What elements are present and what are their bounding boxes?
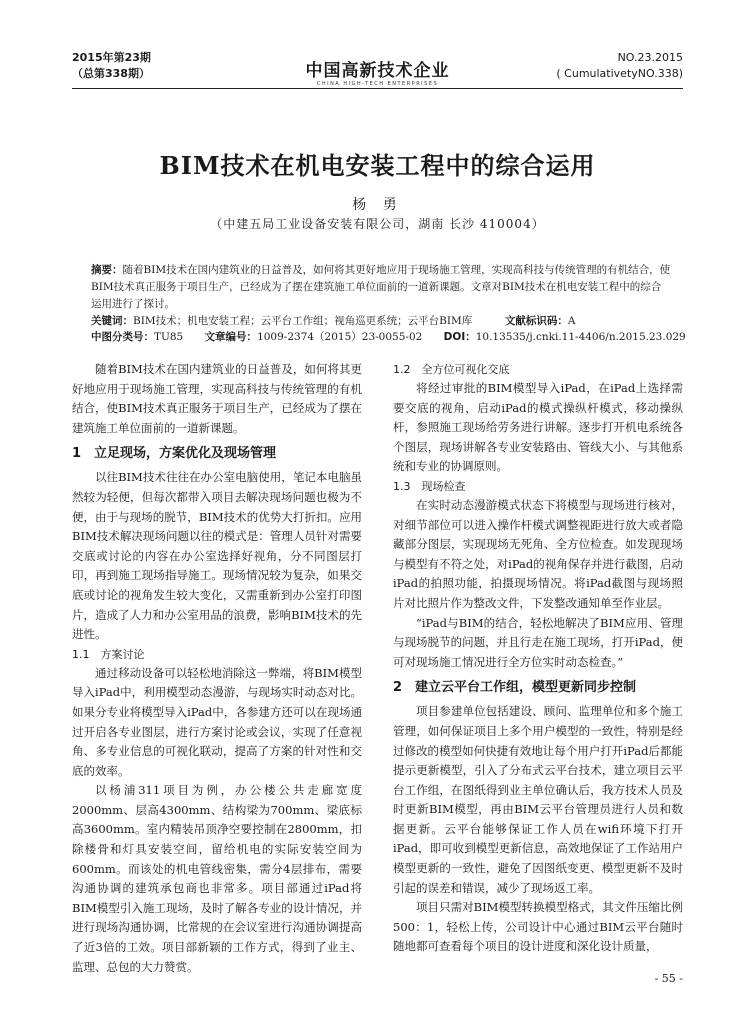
section-1-paragraph: 以往BIM技术往往在办公室电脑使用，笔记本电脑虽然较为轻便，但每次都带入项目去解决现场问题也极为不便，由于与现场的脱节，BIM技术的优势大打折扣。应用BIM技术解决现场问题以往的模式是：管理人员针对需要交底或讨论的内容在办公室选择好视角，分不同图层打印，再到施工现场指导施工。现场情况较为复杂，如果交底或讨论的视角发生较大变化，又需重新到办公室打印图片，造成了人力和办公室用品的浪费，影响BIM技术的先进性。 [72,470,362,642]
abstract-label: 摘要： [91,264,123,276]
section-1-1-paragraph-2: 以杨浦311项目为例，办公楼公共走廊宽度2000mm、层高4300mm、结构梁为700mm、梁底标高3600mm。室内精装吊顶净空要控制在2800mm，扣除楼骨和灯具安装空间，留给机电的实际安装空间为600mm。而该处的机电管线密集，需分4层排布，需要沟通协调的建筑承包商也非常多。项目部通过iPad将BIM模型引入施工现场，及时了解各专业的设计情况，并进行现场沟通协调，比常规的在会议室进行沟通协调提高了近3倍的工效。项目部新颖的工作方式，得到了业主、监理、总包的大力赞赏。 [72,783,362,974]
header-divider [72,88,683,89]
section-1-1-heading: 1.1 方案讨论 [72,647,145,661]
issue-info-en [556,50,683,82]
keywords-line [91,313,671,330]
classification-line [91,329,691,346]
keywords-label: 关键词： [91,315,133,327]
body-column-left [72,360,362,977]
doc-code-value: A [567,315,576,327]
abstract-text: 随着BIM技术在国内建筑业的日益普及，如何将其更好地应用于现场施工管理，实现高科技与传统管理的有机结合，使BIM技术真正服务于项目生产，已经成为了摆在建筑施工单位面前的一道新课题。文章对BIM技术在机电安装工程中的综合运用进行了探讨。 [91,264,671,310]
section-1-3-heading: 1.3 现场检查 [393,479,466,493]
body-column-right [393,360,683,957]
section-2-paragraph-2: 项目只需对BIM模型转换模型格式，其文件压缩比例500：1，轻松上传，公司设计中心通过BIM云平台随时随地都可查看每个项目的设计进度和深化设计质量， [393,900,683,954]
section-2-paragraph-1: 项目参建单位包括建设、顾问、监理单位和多个施工管理，如何保证项目上多个用户模型的一致性，特别是经过修改的模型如何快捷有效地让每个用户打开iPad后都能提示更新模型，引入了分布式云平台技术，建立项目云平台工作组，在图纸得到业主单位确认后，我方技术人员及时更新BIM模型，再由BIM云平台管理员进行人员和数据更新。云平台能够保证工作人员在wifi环境下打开iPad，即可收到模型更新信息，高效地保证了工作站用户模型更新的一致性，避免了因图纸变更、模型更新不及时引起的误差和错误，减少了现场返工率。 [393,704,683,895]
section-1-2-heading: 1.2 全方位可视化交底 [393,363,510,376]
section-1-3-paragraph-1: 在实时动态漫游模式状态下将模型与现场进行核对，对细节部位可以进入操作杆模式调整视距进行放大或者隐藏部分图层，实现现场无死角、全方位检查。如发现现场与模型有不符之处，对iPad的视角保存并进行截图，启动iPad的拍照功能，拍摄现场情况。将iPad截图与现场照片对比照片作为整改文件，下发整改通知单至作业层。 [393,497,683,610]
abstract [91,262,671,313]
article-title: BIM技术在机电安装工程中的综合运用 [159,151,596,180]
doi-value: 10.13535/j.cnki.11-4406/n.2015.23.029 [475,331,686,343]
doc-code-label: 文献标识码： [504,315,568,327]
issue-number-cn: 2015年第23期 [72,51,151,64]
section-1-2-paragraph: 将经过审批的BIM模型导入iPad，在iPad上选择需要交底的视角，启动iPad的模式操纵杆模式，移动操纵杆，参照施工现场给劳务进行讲解。逐步打开机电系统各个图层，现场讲解各专业安装路由、管线大小、与其他系统和专业的协调原则。 [393,381,683,474]
total-issue-cn: （总第338期） [72,67,150,80]
doi-label: DOI： [443,331,476,343]
section-2-heading: 2 建立云平台工作组，模型更新同步控制 [393,680,637,696]
section-1-1-paragraph-1: 通过移动设备可以轻松地消除这一弊端，将BIM模型导入iPad中，利用模型动态漫游，与现场实时动态对比。如果分专业将模型导入iPad中，各参建方还可以在现场通过开启各专业图层，进行方案讨论或会议，实现了任意视角、多专业信息的可视化联动，提高了方案的针对性和交底的效率。 [72,665,362,778]
section-1-heading: 1 立足现场，方案优化及现场管理 [72,446,277,462]
journal-name-en: CHINA HIGH-TECH ENTERPRISES [316,81,439,87]
issue-number-en: NO.23.2015 [617,51,683,64]
journal-name: 中国高新技术企业 [305,61,450,81]
article-no-value: 1009-2374（2015）23-0055-02 [257,331,423,343]
author-affiliation: （中建五局工业设备安装有限公司，湖南 长沙 410004） [210,217,545,231]
clc-value: TU85 [154,331,184,343]
intro-paragraph: 随着BIM技术在国内建筑业的日益普及，如何将其更好地应用于现场施工管理，实现高科技与传统管理的有机结合，使BIM技术真正服务于项目生产，已经成为了摆在建筑施工单位面前的一道新课题。 [72,362,362,435]
article-author: 杨 勇 [352,197,403,213]
clc-label: 中图分类号： [91,331,154,343]
section-1-3-paragraph-2: “iPad与BIM的结合，轻松地解决了BIM应用、管理与现场脱节的问题，并且行走在施工现场，打开iPad，便可对现场施工情况进行全方位实时动态检查。” [393,615,683,669]
page-number: - 55 - [654,972,683,985]
article-no-label: 文章编号： [204,331,258,343]
total-issue-en: ( CumulativetyNO.338) [556,67,683,80]
keywords-text: BIM技术；机电安装工程；云平台工作组；视角巡更系统；云平台BIM库 [133,315,473,327]
